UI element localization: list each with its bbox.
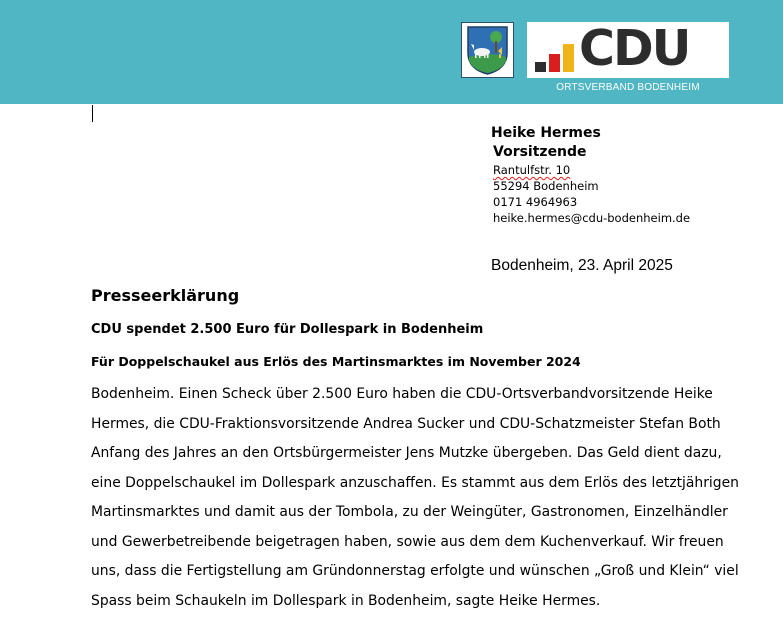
logo-text: CDU [579,20,690,77]
header-band [0,0,783,104]
logo-bars-icon [535,40,579,72]
sender-street-text: Rantulfstr. 10 [493,163,571,177]
body-line: eine Doppelschaukel im Dollespark anzuschaffen. Es stammt aus dem Erlös des letztjährigen [91,474,739,491]
sender-role: Vorsitzende [493,144,587,160]
body-line: Bodenheim. Einen Scheck über 2.500 Euro haben die CDU-Ortsverbandvorsitzende Heike [91,386,713,402]
press-subheadline: Für Doppelschaukel aus Erlös des Martinsmarktes im November 2024 [91,354,581,369]
body-line: und Gewerbetreibende beigetragen haben, sowie aus dem dem Kuchenverkauf. Wir freuen [91,533,724,550]
body-line: Martinsmarktes und damit aus der Tombola, zu der Weingüter, Gastronomen, Einzelhändler [91,504,728,520]
ortsverband-label: ORTSVERBAND BODENHEIM [556,82,700,93]
body-line: Hermes, die CDU-Fraktionsvorsitzende Andrea Sucker und CDU-Schatzmeister Stefan Both [91,415,721,432]
body-line: uns, dass die Fertigstellung am Gründonnerstag erfolgte und wünschen „Groß und Klein“ viel [91,563,739,579]
sender-phone: 0171 4964963 [493,195,578,209]
cdu-logo [527,22,729,78]
sender-name: Heike Hermes [491,125,601,141]
press-body [91,380,739,616]
sender-city: 55294 Bodenheim [493,179,599,193]
body-line: Anfang des Jahres an den Ortsbürgermeister Jens Mutzke übergeben. Das Geld dient dazu, [91,445,722,461]
press-headline: CDU spendet 2.500 Euro für Dollespark in Bodenheim [91,322,484,337]
sender-street [493,162,690,178]
coat-of-arms-icon [461,22,514,78]
sender-block [491,124,690,226]
page-title: Presseerklärung [91,286,240,305]
body-line: Spass beim Schaukeln im Dollespark in Bodenheim, sagte Heike Hermes. [91,592,601,609]
sender-email: heike.hermes@cdu-bodenheim.de [493,211,691,225]
date-line: Bodenheim, 23. April 2025 [491,257,673,274]
text-cursor [92,105,93,122]
